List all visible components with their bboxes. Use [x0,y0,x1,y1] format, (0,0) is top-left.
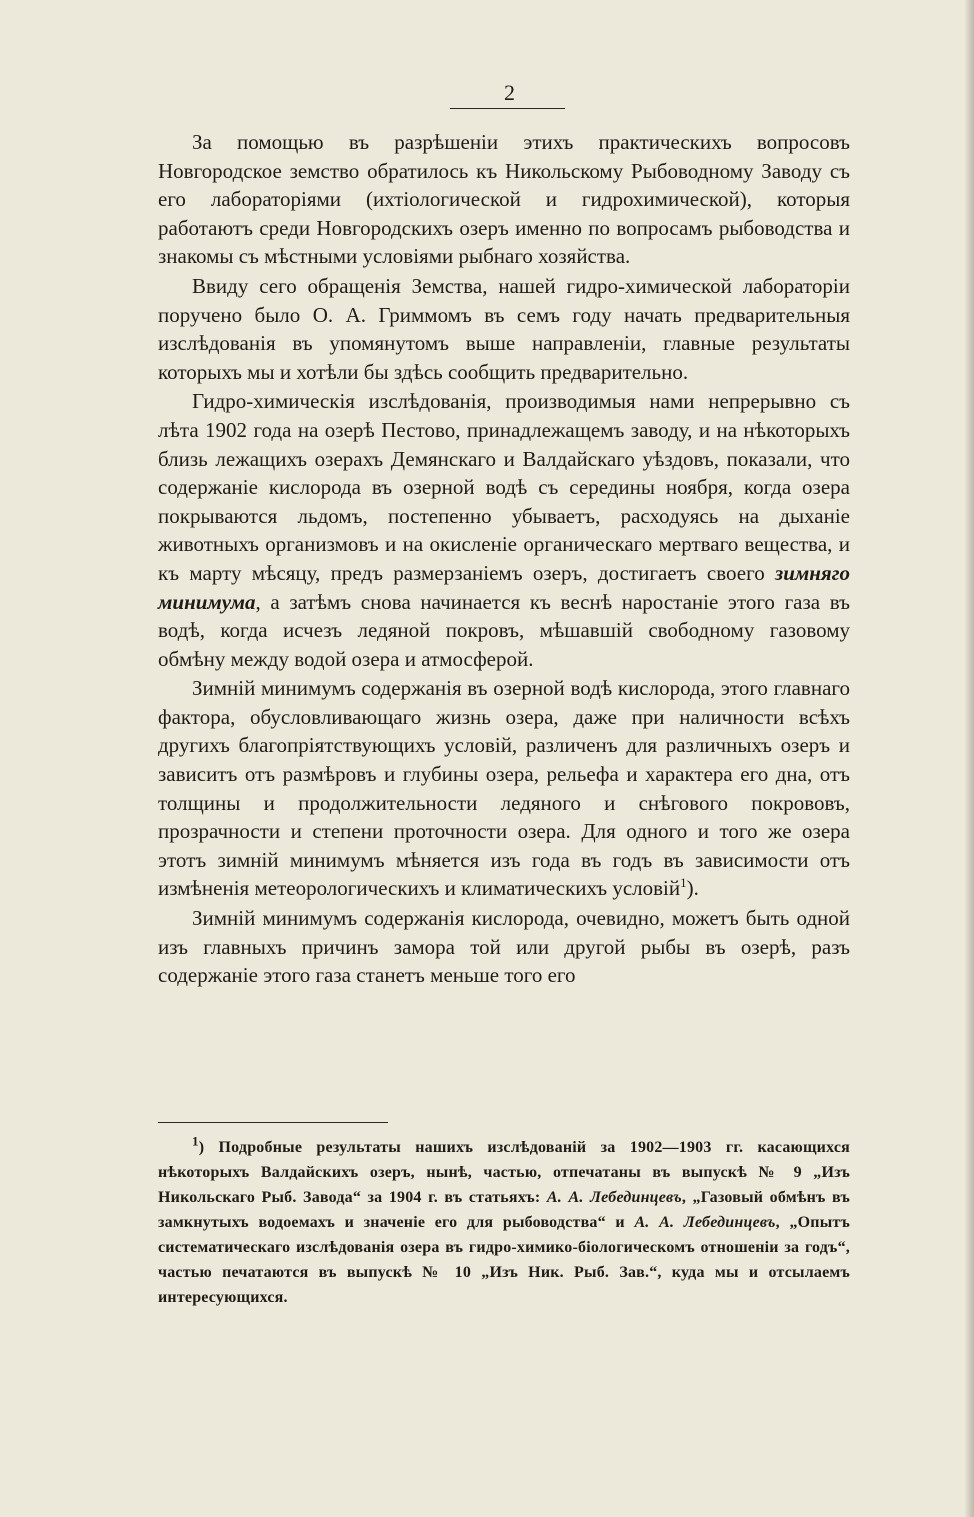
footnote-marker-indent [158,1133,199,1156]
paragraph-4-text: Зимній минимумъ содержанія въ озерной водѣ кислорода, этого главнаго фактора, обусловливающаго жизнь озера, даже при наличности всѣхъ другихъ благопріятствующихъ условій, различенъ для различныхъ озеръ и зависитъ отъ размѣровъ и глубины озера, рельефа и характера его дна, отъ толщины и продолжительности ледяного и снѣгового покрововъ, прозрачности и степени проточности озера. Для одного и того же озера этотъ зимній минимумъ мѣняется изъ года въ годъ въ зависимости отъ измѣненія метеорологическихъ и климатическихъ условій [158,676,850,901]
footnote-text-2: , „Газовый обмѣнъ въ замкнутыхъ водоемахъ и значеніе его для рыбоводства“ и [158,1189,851,1231]
footnote-author-2: А. А. Лебединцевъ [634,1214,776,1231]
paragraph-3-text-after: , а затѣмъ снова начинается къ веснѣ наростаніе этого газа въ водѣ, когда исчезъ ледяной покровъ, мѣшавшій свободному газовому обмѣну между водой озера и атмосферой. [158,589,850,671]
body-text [158,128,850,990]
page-number: 2 [504,80,516,105]
footnote-reference: 1 [680,875,687,891]
page-edge-shadow [964,0,974,1517]
paragraph-5: Зимній минимумъ содержанія кислорода, очевидно, можетъ быть одной изъ главныхъ причинъ замора той или другой рыбы въ озерѣ, разъ содержаніе этого газа станетъ меньше того его [158,906,850,988]
paragraph-4 [158,674,850,903]
paragraph-3-text-before: Гидро-химическія изслѣдованія, производимыя нами непрерывно съ лѣта 1902 года на озерѣ Пестово, принадлежащемъ заводу, и на нѣкоторыхъ близь лежащихъ озерахъ Демянскаго и Валдайскаго уѣздовъ, показали, что содержаніе кислорода въ озерной водѣ съ середины ноября, когда озера покрываются льдомъ, постепенно убываетъ, расходуясь на дыханіе животныхъ организмовъ и на окисленіе органическаго мертваго вещества, и къ марту мѣсяцу, предъ размерзаніемъ озеръ, достигаетъ своего [158,389,850,585]
paragraph-3 [158,387,850,673]
emphasized-term: зимняго минимума [158,560,850,614]
paragraph-1: За помощью въ разрѣшеніи этихъ практическихъ вопросовъ Новгородское земство обратилось къ Никольскому Рыбоводному Заводу съ его лабораторіями (ихтіологической и гидрохимической), которыя работаютъ среди Новгородскихъ озеръ именно по вопросамъ рыбоводства и знакомы съ мѣстными условіями рыбнаго хозяйства. [158,130,850,269]
footnote [158,1135,850,1310]
footnote-text-3: , „Опытъ систематическаго изслѣдованія озера въ гидро-химико-біологическомъ отношеніи за годъ“, частью печатаются въ выпускѣ № 10 „Изъ Ник. Рыб. Зав.“, куда мы и отсылаемъ интересующихся. [158,1214,850,1306]
footnote-rule [158,1122,388,1123]
paragraph-2: Ввиду сего обращенія Земства, нашей гидро-химической лабораторіи поручено было О. А. Гриммомъ въ семъ году начать предварительныя изслѣдованія въ упомянутомъ выше направленіи, главные результаты которыхъ мы и хотѣли бы здѣсь сообщить предварительно. [158,273,850,384]
footnote-marker: 1 [192,1133,199,1149]
footnote-marker-after: ) [198,1139,219,1156]
paragraph-4-text-after: ). [686,876,699,901]
footnote-text-1: Подробные результаты нашихъ изслѣдованій за 1902—1903 гг. касающихся нѣкоторыхъ Валдайскихъ озеръ, нынѣ, частью, отпечатаны въ выпускѣ № 9 „Изъ Никольскаго Рыб. Завода“ за 1904 г. въ статьяхъ: [158,1139,850,1206]
footnote-author-1: А. А. Лебединцевъ [546,1189,682,1206]
page-number-rule [450,108,565,109]
